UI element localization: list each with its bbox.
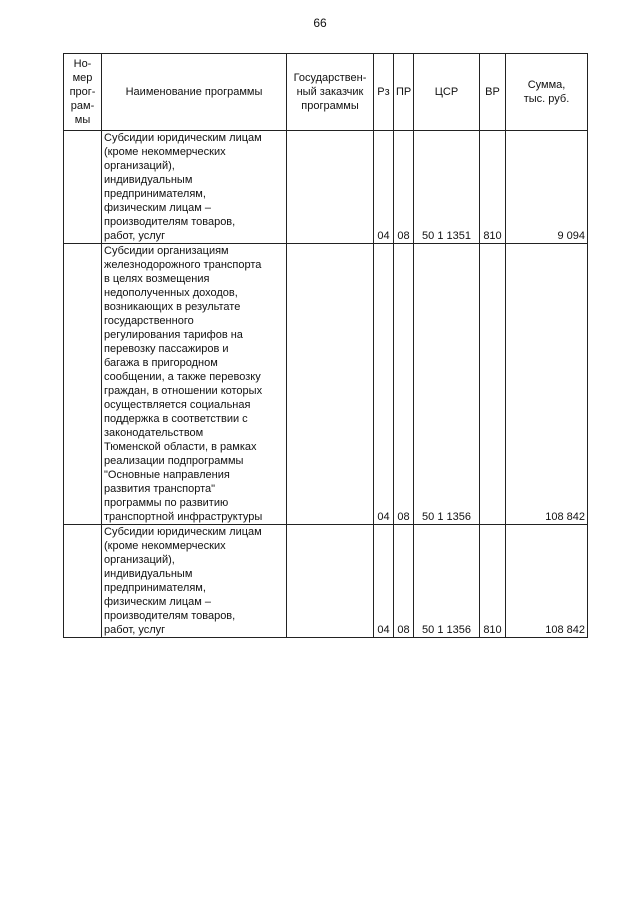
header-rz: Рз (374, 54, 394, 131)
vr-cell (480, 244, 506, 525)
program-name-cell: Субсидии юридическим лицам (кроме некоммерческих организаций), индивидуальным предпринимателям, физическим лицам – производителям товаров, работ, услуг (102, 131, 287, 244)
table-row (64, 244, 588, 525)
program-number-cell (64, 244, 102, 525)
header-state-customer: Государствен- ный заказчик программы (287, 54, 374, 131)
state-customer-cell (287, 131, 374, 244)
header-program-number: Но- мер прог- рам- мы (64, 54, 102, 131)
header-vr: ВР (480, 54, 506, 131)
header-sum: Сумма, тыс. руб. (506, 54, 588, 131)
pr-cell: 08 (394, 131, 414, 244)
pr-cell: 08 (394, 244, 414, 525)
pr-cell: 08 (394, 525, 414, 638)
vr-cell: 810 (480, 525, 506, 638)
header-row (64, 54, 588, 131)
csr-cell: 50 1 1356 (414, 525, 480, 638)
program-number-cell (64, 525, 102, 638)
budget-table (63, 53, 588, 638)
header-program-name: Наименование программы (102, 54, 287, 131)
sum-cell: 108 842 (506, 244, 588, 525)
rz-cell: 04 (374, 525, 394, 638)
page-number: 66 (313, 16, 327, 30)
state-customer-cell (287, 525, 374, 638)
csr-cell: 50 1 1351 (414, 131, 480, 244)
sum-cell: 9 094 (506, 131, 588, 244)
state-customer-cell (287, 244, 374, 525)
header-pr: ПР (394, 54, 414, 131)
sum-cell: 108 842 (506, 525, 588, 638)
program-number-cell (64, 131, 102, 244)
table-row (64, 131, 588, 244)
table-row (64, 525, 588, 638)
vr-cell: 810 (480, 131, 506, 244)
rz-cell: 04 (374, 244, 394, 525)
rz-cell: 04 (374, 131, 394, 244)
program-name-cell: Субсидии организациям железнодорожного транспорта в целях возмещения недополученных доходов, возникающих в результате государственного регулирования тарифов на перевозку пассажиров и багажа в пригородном сообщении, а также перевозку граждан, в отношении которых осуществляется социальная поддержка в соответствии с законодательством Тюменской области, в рамках реализации подпрограммы "Основные направления развития транспорта" программы по развитию транспортной инфраструктуры (102, 244, 287, 525)
csr-cell: 50 1 1356 (414, 244, 480, 525)
header-csr: ЦСР (414, 54, 480, 131)
program-name-cell: Субсидии юридическим лицам (кроме некоммерческих организаций), индивидуальным предпринимателям, физическим лицам – производителям товаров, работ, услуг (102, 525, 287, 638)
